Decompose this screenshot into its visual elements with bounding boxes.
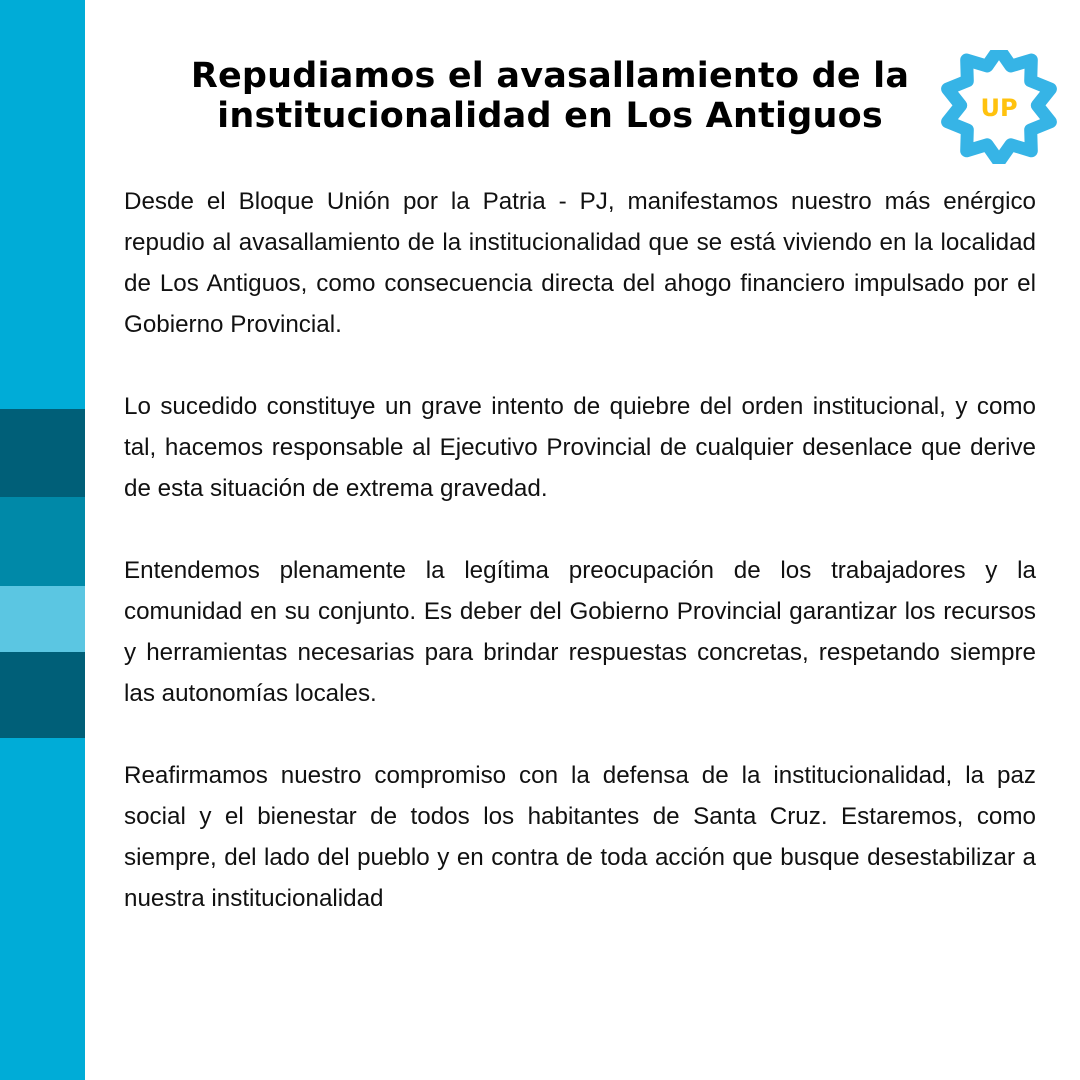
paragraph-3: Entendemos plenamente la legítima preocupación de los trabajadores y la comunidad en su conjunto. Es deber del Gobierno Provincial garantizar los recursos y herramientas necesarias para brindar respuestas concretas, respetando siempre las autonomías locales. (124, 557, 1036, 707)
paragraph-2: Lo sucedido constituye un grave intento de quiebre del orden institucional, y como tal, hacemos responsable al Ejecutivo Provincial de cualquier desenlace que derive de esta situación de extrema gravedad. (124, 393, 1036, 502)
sidebar-stripe-dark-1 (0, 409, 85, 497)
logo-text: UP (980, 94, 1018, 122)
page-title (130, 56, 970, 136)
decorative-sidebar (0, 0, 85, 1080)
title-line-1: Repudiamos el avasallamiento de la (190, 56, 910, 96)
statement-body (124, 181, 1036, 919)
up-star-logo-icon (941, 50, 1057, 164)
sidebar-stripe-light (0, 586, 85, 652)
sidebar-stripe-mid (0, 497, 85, 586)
sidebar-stripe-dark-2 (0, 652, 85, 738)
title-line-2: institucionalidad en Los Antiguos (217, 96, 883, 136)
paragraph-4: Reafirmamos nuestro compromiso con la defensa de la institucionalidad, la paz social y el bienestar de todos los habitantes de Santa Cruz. Estaremos, como siempre, del lado del pueblo y en contra de toda acción que busque desestabilizar a nuestra institucionalidad (124, 762, 1036, 912)
paragraph-1: Desde el Bloque Unión por la Patria - PJ, manifestamos nuestro más enérgico repudio al avasallamiento de la institucionalidad que se está viviendo en la localidad de Los Antiguos, como consecuencia directa del ahogo financiero impulsado por el Gobierno Provincial. (124, 188, 1036, 338)
